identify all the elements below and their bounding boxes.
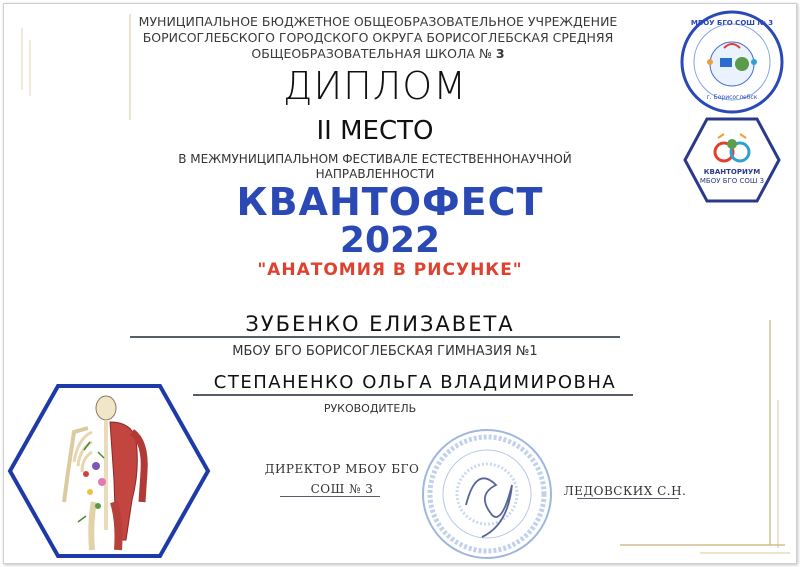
kvantorium-title: КВАНТОРИУМ (703, 168, 761, 176)
signer-underline (577, 498, 679, 499)
award-place: II МЕСТО (316, 116, 434, 146)
official-stamp-icon (418, 425, 556, 563)
header-line-1: МУНИЦИПАЛЬНОЕ БЮДЖЕТНОЕ ОБЩЕОБРАЗОВАТЕЛЬНОЕ УЧРЕЖДЕНИЕ (138, 14, 618, 29)
mentor-name: СТЕПАНЕНКО ОЛЬГА ВЛАДИМИРОВНА (213, 372, 617, 393)
festival-line-1: В МЕЖМУНИЦИПАЛЬНОМ ФЕСТИВАЛЕ ЕСТЕСТВЕННОНАУЧНОЙ (178, 152, 572, 166)
kvantorium-logo-icon (682, 116, 782, 204)
header-line-3 (118, 46, 638, 62)
festival-brand: КВАНТОФЕСТ (236, 180, 544, 224)
signer-name: ЛЕДОВСКИХ С.Н. (563, 484, 687, 498)
header-line-3-text: ОБЩЕОБРАЗОВАТЕЛЬНАЯ ШКОЛА № (251, 46, 496, 61)
seal-top-text: МБОУ БГО СОШ № 3 (690, 19, 774, 27)
recipient-name: ЗУБЕНКО ЕЛИЗАВЕТА (245, 312, 515, 336)
header-line-2: БОРИСОГЛЕБСКОГО ГОРОДСКОГО ОКРУГА БОРИСОГЛЕБСКАЯ СРЕДНЯЯ (142, 30, 614, 45)
mentor-role: РУКОВОДИТЕЛЬ (323, 402, 417, 415)
signatory-position-line-2: СОШ № 3 (310, 482, 374, 496)
school-seal-logo-icon (680, 10, 784, 114)
institution-header (118, 14, 638, 62)
festival-line-2: НАПРАВЛЕННОСТИ (315, 167, 435, 181)
recipient-underline (130, 336, 620, 338)
festival-description (165, 152, 585, 182)
school-number: 3 (495, 46, 505, 61)
diploma-title: ДИПЛОМ (282, 64, 468, 108)
seal-bottom-text: г. Борисоглебск (706, 94, 758, 101)
kvantorium-subtitle: МБОУ БГО СОШ 3 (699, 177, 765, 185)
recipient-school: МБОУ БГО БОРИСОГЛЕБСКАЯ ГИМНАЗИЯ №1 (232, 344, 538, 359)
signatory-position-line-1: ДИРЕКТОР МБОУ БГО (264, 462, 420, 476)
nomination-topic: "АНАТОМИЯ В РИСУНКЕ" (257, 260, 523, 280)
mentor-underline (193, 394, 633, 396)
festival-year: 2022 (339, 220, 441, 261)
position-underline (280, 496, 380, 497)
anatomy-illustration-icon (6, 382, 212, 560)
